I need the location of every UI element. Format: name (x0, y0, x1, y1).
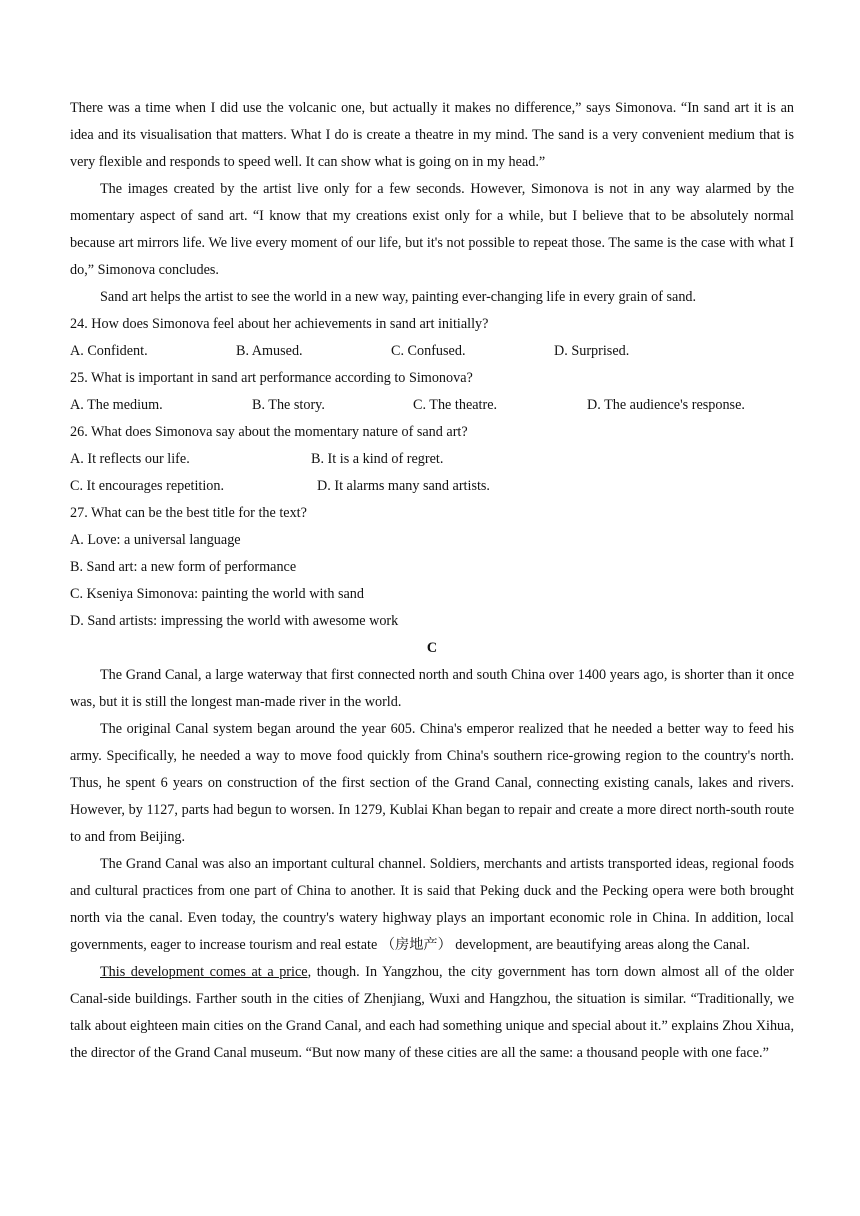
option-d: D. It alarms many sand artists. (317, 478, 490, 494)
option-d: D. Surprised. (554, 343, 630, 359)
option-a: A. It reflects our life. (70, 451, 190, 467)
option-c: C. It encourages repetition. (70, 478, 225, 494)
question-24-stem: 24. How does Simonova feel about her achievements in sand art initially? (70, 316, 489, 332)
option-d: D. Sand artists: impressing the world with awesome work (70, 613, 399, 629)
question-26-stem: 26. What does Simonova say about the momentary nature of sand art? (70, 424, 468, 440)
section-title: C (426, 640, 438, 656)
option-c: C. Kseniya Simonova: painting the world with sand (70, 586, 364, 602)
option-a: A. The medium. (70, 397, 163, 413)
option-b: B. It is a kind of regret. (311, 451, 444, 467)
question-24-options (70, 338, 794, 365)
question-25-options (70, 392, 794, 419)
option-b: B. The story. (252, 397, 325, 413)
option-c: C. Confused. (391, 343, 466, 359)
option-b: B. Sand art: a new form of performance (70, 559, 297, 575)
passage-c-paragraph: The Grand Canal, a large waterway that first connected north and south China over 1400 years ago, is shorter than it once was, but it is still the longest man-made river in the world. (70, 667, 794, 710)
passage-c-paragraph: The Grand Canal was also an important cultural channel. Soldiers, merchants and artists transported ideas, regional foods and cultural practices from one part of China to another. It is said that Peking duck and the Pecking opera were both brought north via the canal. Even today, the country's watery highway plays an important economic role in China. In addition, local governments, eager to increase tourism and real estate （房地产） development, are beautifying areas along the Canal. (70, 856, 794, 953)
question-26-options-row1 (70, 446, 794, 473)
passage-c-paragraph: The original Canal system began around the year 605. China's emperor realized that he needed a better way to feed his army. Specifically, he needed a way to move food quickly from China's southern rice-growing region to the country's north. Thus, he spent 6 years on construction of the first section of the Grand Canal, connecting existing canals, lakes and rivers. However, by 1127, parts had begun to worsen. In 1279, Kublai Khan began to repair and create a more direct north-south route to and from Beijing. (70, 721, 794, 845)
question-27-stem: 27. What can be the best title for the text? (70, 505, 307, 521)
underlined-phrase: This development comes at a price (100, 964, 308, 980)
option-d: D. The audience's response. (587, 397, 745, 413)
passage-b-paragraph: Sand art helps the artist to see the world in a new way, painting ever-changing life in every grain of sand. (100, 289, 697, 305)
passage-b-paragraph: The images created by the artist live only for a few seconds. However, Simonova is not in any way alarmed by the momentary aspect of sand art. “I know that my creations exist only for a while, but I believe that to be absolutely normal because art mirrors life. We live every moment of our life, but it's not possible to repeat those. The same is the case with what I do,” Simonova concludes. (70, 181, 794, 278)
option-b: B. Amused. (236, 343, 303, 359)
question-25-stem: 25. What is important in sand art performance according to Simonova? (70, 370, 473, 386)
option-a: A. Confident. (70, 343, 148, 359)
passage-b-paragraph: There was a time when I did use the volcanic one, but actually it makes no difference,” says Simonova. “In sand art it is an idea and its visualisation that matters. What I do is create a theatre in my mind. The sand is a very convenient medium that is very flexible and responds to speed well. It can show what is going on in my head.” (70, 100, 794, 170)
option-c: C. The theatre. (413, 397, 498, 413)
option-a: A. Love: a universal language (70, 532, 241, 548)
question-26-options-row2 (70, 473, 794, 500)
paragraph-text: , though. In Yangzhou, the city government has torn down almost all of the older Canal-side buildings. Farther south in the cities of Zhenjiang, Wuxi and Hangzhou, the situation is similar. “Traditionally, we talk about eighteen main cities on the Grand Canal, and each had something unique and special about it.” explains Zhou Xihua, the director of the Grand Canal museum. “But now many of these cities are all the same: a thousand people with one face.” (70, 964, 794, 1061)
passage-c-paragraph (70, 959, 794, 1067)
